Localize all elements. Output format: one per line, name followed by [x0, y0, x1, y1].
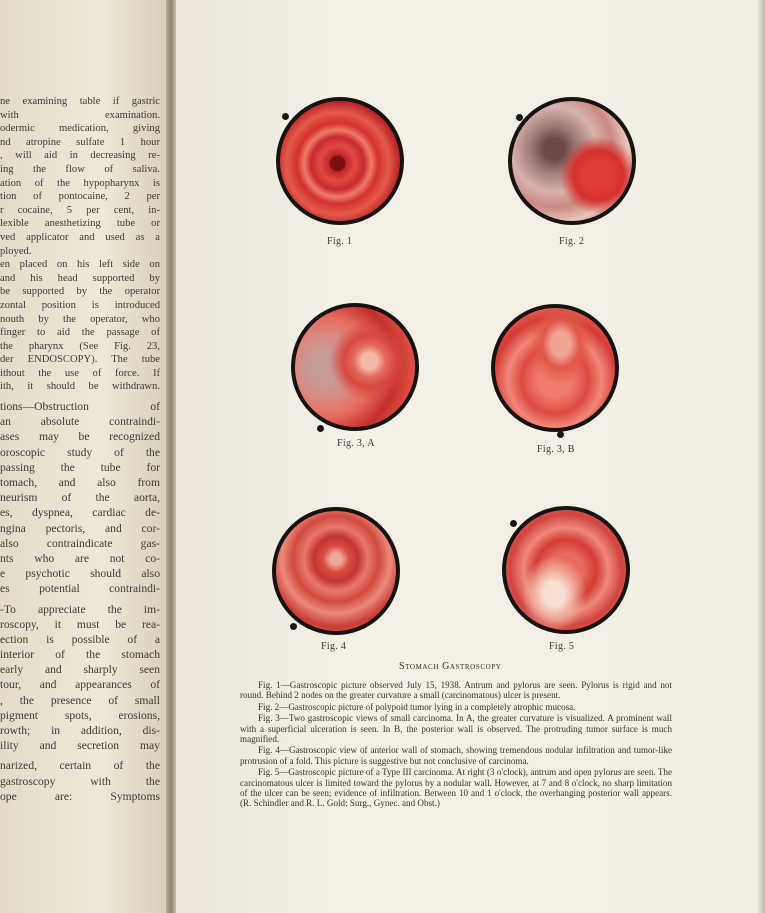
left-page-line: ved applicator and used as a	[0, 231, 160, 243]
left-page-line: nd atropine sulfate 1 hour	[0, 136, 160, 148]
fig-1-marker	[282, 113, 289, 120]
left-page-line: -To appreciate the im-	[0, 602, 160, 616]
left-page-line: ases may be recognized	[0, 430, 160, 444]
left-page-line: gastroscopy with the	[0, 774, 160, 788]
left-page-line: ith, it should be withdrawn.	[0, 381, 160, 393]
left-page-line: and his head supported by	[0, 272, 160, 284]
left-page-line: ne examining table if gastric	[0, 96, 160, 107]
fig-1-caption: Fig. 1	[327, 236, 353, 247]
left-page-line: e psychotic should also	[0, 567, 160, 581]
left-page-line: ing the flow of saliva.	[0, 163, 160, 175]
left-page-line: lexible anesthetizing tube or	[0, 218, 160, 230]
fig-3b-caption: Fig. 3, B	[537, 444, 575, 455]
left-page-line: early and sharply seen	[0, 663, 160, 677]
left-page-line: oroscopic study of the	[0, 445, 160, 459]
left-page-line: ployed.	[0, 245, 32, 257]
left-page-line: neurism of the aorta,	[0, 491, 160, 505]
left-page-line: en placed on his left side on	[0, 259, 160, 271]
left-page-line: an absolute contraindi-	[0, 415, 160, 429]
fig-4-image	[272, 507, 400, 635]
left-page-line: tion of pontocaine, 2 per	[0, 191, 160, 203]
fig-2-caption: Fig. 2	[559, 236, 585, 247]
left-page-line: zontal position is introduced	[0, 299, 160, 311]
legend-fig-2: Fig. 2—Gastroscopic picture of polypoid tumor lying in a completely atrophic mucosa.	[258, 701, 576, 712]
book-gutter	[166, 0, 176, 913]
legend-fig-1: Fig. 1—Gastroscopic picture observed July 15, 1938. Antrum and pylorus are seen. Pylorus is rigid and not round. Behind 2 nodes on the greater curvature a small (carcinomatous) ulcer is present.	[240, 680, 672, 701]
left-page-line: pigment spots, erosions,	[0, 708, 160, 722]
fig-4-caption: Fig. 4	[321, 641, 347, 652]
left-page-text	[0, 95, 160, 804]
left-page-line: r cocaine, 5 per cent, in-	[0, 204, 160, 216]
legend-fig-4: Fig. 4—Gastroscopic view of anterior wall of stomach, showing tremendous nodular infiltration and tumor-like protrusion of a fold. This picture is suggestive but not conclusive of carcinoma.	[240, 745, 672, 766]
fig-2-image	[508, 97, 636, 225]
legend-fig-3: Fig. 3—Two gastroscopic views of small carcinoma. In A, the greater curvature is visualized. A prominent wall with a superficial ulceration is seen. In B, the posterior wall is observed. The protruding tumor surface is much magnified.	[240, 713, 672, 745]
left-page-line: rowth; in addition, dis-	[0, 724, 160, 737]
fig-3a-image	[291, 303, 419, 431]
left-page-line: passing the tube for	[0, 460, 160, 474]
left-page-line: , will aid in decreasing re-	[0, 150, 160, 162]
left-page-line: ithout the use of force. If	[0, 367, 160, 379]
fig-3b-image	[491, 304, 619, 432]
page-edge-shadow	[757, 0, 765, 913]
left-page-line: also contraindicate gas-	[0, 536, 160, 550]
fig-5-image	[502, 506, 630, 634]
figure-legend	[240, 680, 672, 809]
left-page-line: ection is possible of a	[0, 632, 160, 646]
left-page-line: tomach, and also from	[0, 476, 160, 489]
left-page-line: interior of the stomach	[0, 648, 160, 662]
left-page-line: ation of the hypopharynx is	[0, 177, 160, 189]
left-page-line: es, dyspnea, cardiac de-	[0, 506, 160, 520]
plate-title: Stomach Gastroscopy	[399, 661, 502, 672]
left-page-line: es potential contraindi-	[0, 582, 160, 596]
left-page-line: nts who are not co-	[0, 551, 160, 565]
fig-5-caption: Fig. 5	[549, 641, 575, 652]
left-page-line: finger to aid the passage of	[0, 327, 160, 339]
left-page-line: the pharynx (See Fig. 23,	[0, 340, 160, 352]
fig-3b-marker	[557, 431, 564, 438]
left-page-line: ope are: Symptoms	[0, 789, 160, 803]
fig-3a-caption: Fig. 3, A	[337, 438, 375, 449]
left-page-line: narized, certain of the	[0, 759, 160, 773]
left-page	[0, 0, 168, 913]
left-page-line: nouth by the operator, who	[0, 313, 160, 325]
fig-4-marker	[290, 623, 297, 630]
fig-5-marker	[510, 520, 517, 527]
left-page-line: odermic medication, giving	[0, 123, 160, 135]
fig-3a-marker	[317, 425, 324, 432]
left-page-line: , the presence of small	[0, 693, 160, 707]
legend-fig-5: Fig. 5—Gastroscopic picture of a Type III carcinoma. At right (3 o'clock), antrum and open pylorus are seen. The carcinomatous ulcer is limited toward the pylorus by a nodular wall. However, at 7 and 8 o'clock, no sharp limitation of the ulcer can be seen; evidence of infiltration. Between 10 and 1 o'clock, the overhanging posterior wall appears. (R. Schindler and R. L. Gold: Surg., Gynec. and Obst.)	[240, 767, 672, 809]
left-page-line: with examination.	[0, 109, 160, 121]
left-page-line: ility and secretion may	[0, 739, 160, 753]
left-page-line: der ENDOSCOPY). The tube	[0, 354, 160, 366]
left-page-line: tions—Obstruction of	[0, 400, 160, 414]
fig-2-marker	[516, 114, 523, 121]
left-page-line: be supported by the operator	[0, 286, 160, 298]
left-page-line: tour, and appearances of	[0, 678, 160, 692]
left-page-line: ngina pectoris, and cor-	[0, 521, 160, 535]
fig-1-image	[276, 97, 404, 225]
left-page-line: roscopy, it must be rea-	[0, 617, 160, 631]
